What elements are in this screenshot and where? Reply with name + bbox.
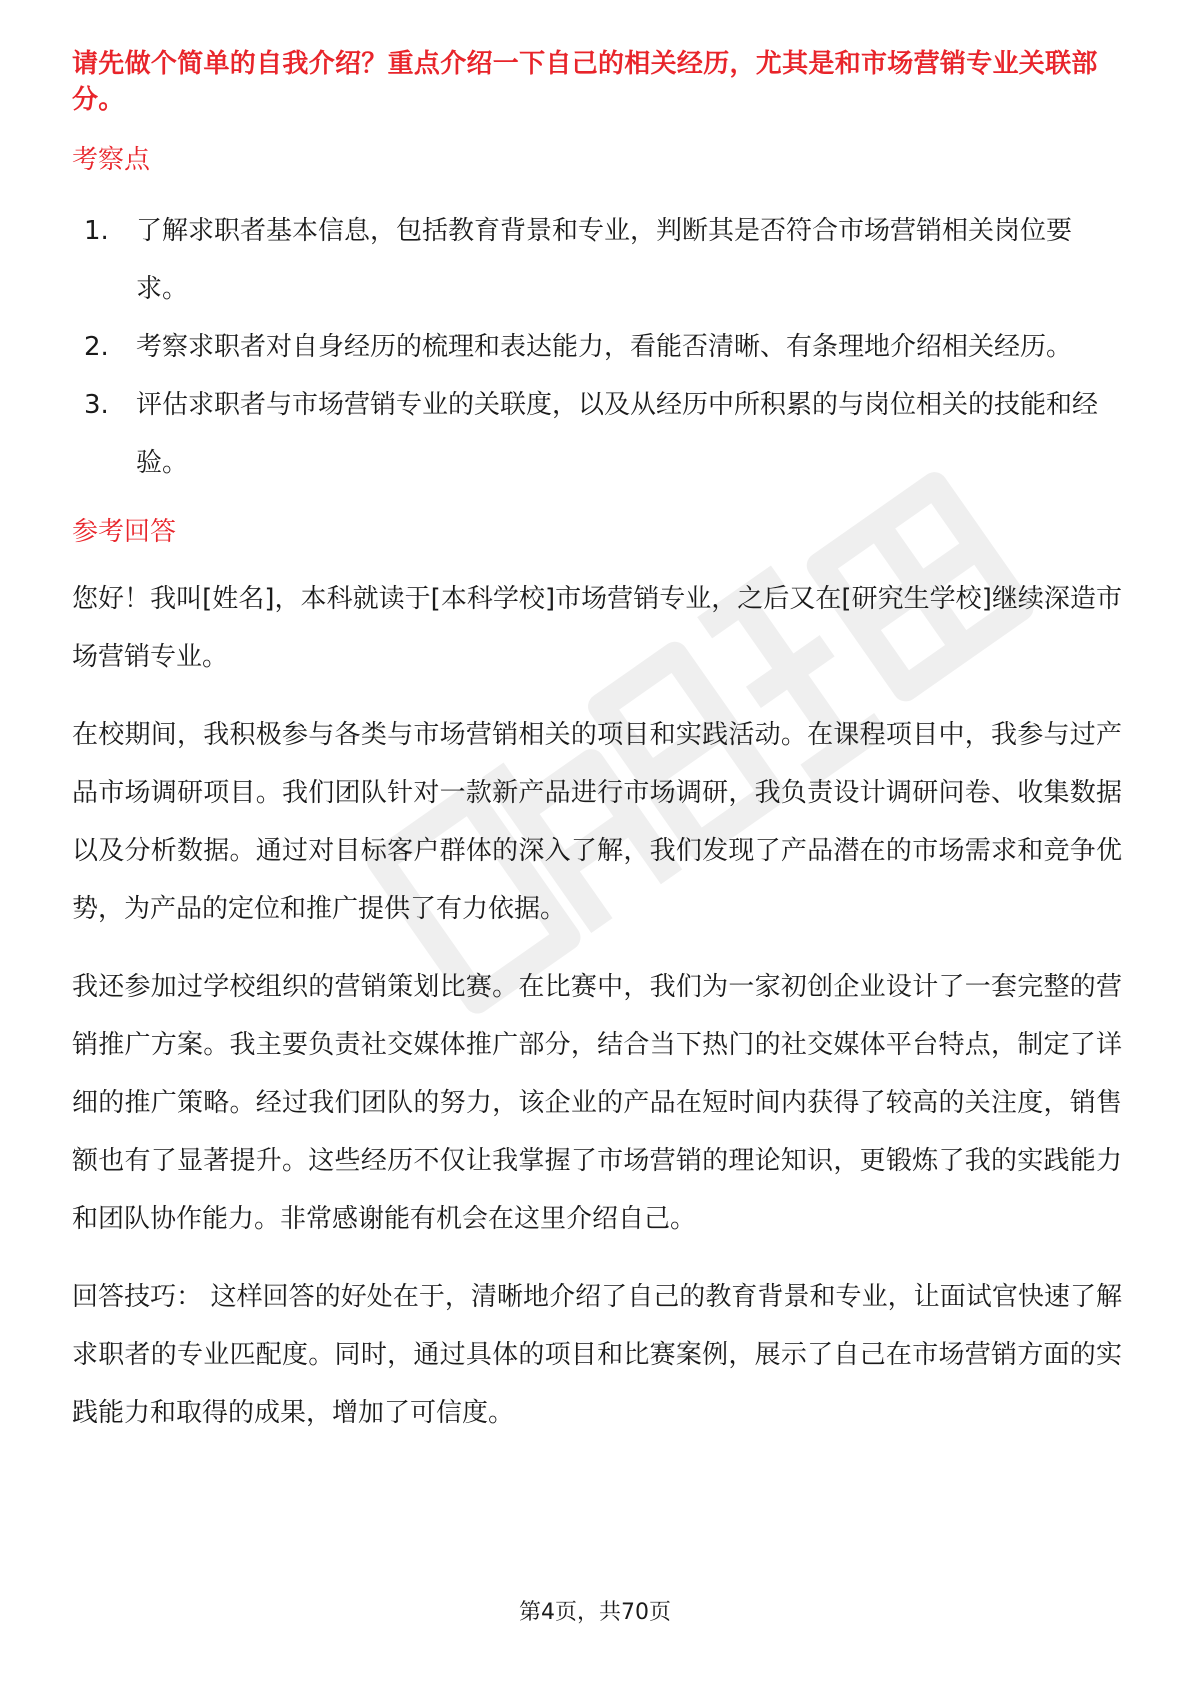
points-section-title: 考察点 <box>72 145 151 175</box>
list-item-text: 评估求职者与市场营销专业的关联度，以及从经历中所积累的与岗位相关的技能和经验。 <box>136 390 1099 478</box>
list-item-number: 2. <box>84 332 109 362</box>
document-content <box>72 46 1122 1442</box>
list-item-number: 1. <box>84 216 109 246</box>
list-item <box>72 202 1122 318</box>
answer-paragraph-competition: 我还参加过学校组织的营销策划比赛。在比赛中，我们为一家初创企业设计了一套完整的营销推广方案。我主要负责社交媒体推广部分，结合当下热门的社交媒体平台特点，制定了详细的推广策略。经过我们团队的努力，该企业的产品在短时间内获得了较高的关注度，销售额也有了显著提升。这些经历不仅让我掌握了市场营销的理论知识，更锻炼了我的实践能力和团队协作能力。非常感谢能有机会在这里介绍自己。 <box>72 972 1122 1234</box>
list-item-text: 考察求职者对自身经历的梳理和表达能力，看能否清晰、有条理地介绍相关经历。 <box>136 332 1073 362</box>
page-number-footer: 第4页，共70页 <box>519 1600 671 1625</box>
answer-paragraph-projects: 在校期间，我积极参与各类与市场营销相关的项目和实践活动。在课程项目中，我参与过产品市场调研项目。我们团队针对一款新产品进行市场调研，我负责设计调研问卷、收集数据以及分析数据。通过对目标客户群体的深入了解，我们发现了产品潜在的市场需求和竞争优势，为产品的定位和推广提供了有力依据。 <box>72 720 1122 924</box>
answer-paragraph-tips: 回答技巧： 这样回答的好处在于，清晰地介绍了自己的教育背景和专业，让面试官快速了解求职者的专业匹配度。同时，通过具体的项目和比赛案例，展示了自己在市场营销方面的实践能力和取得的成果，增加了可信度。 <box>72 1282 1122 1428</box>
answer-paragraph-intro: 您好！我叫[姓名]，本科就读于[本科学校]市场营销专业，之后又在[研究生学校]继续深造市场营销专业。 <box>72 584 1122 672</box>
list-item-text: 了解求职者基本信息，包括教育背景和专业，判断其是否符合市场营销相关岗位要求。 <box>136 216 1073 304</box>
answer-section-title: 参考回答 <box>72 517 177 547</box>
question-heading: 请先做个简单的自我介绍？重点介绍一下自己的相关经历，尤其是和市场营销专业关联部分。 <box>72 49 1098 115</box>
points-list <box>72 202 1122 492</box>
list-item-number: 3. <box>84 390 109 420</box>
list-item <box>72 376 1122 492</box>
list-item <box>72 318 1122 376</box>
